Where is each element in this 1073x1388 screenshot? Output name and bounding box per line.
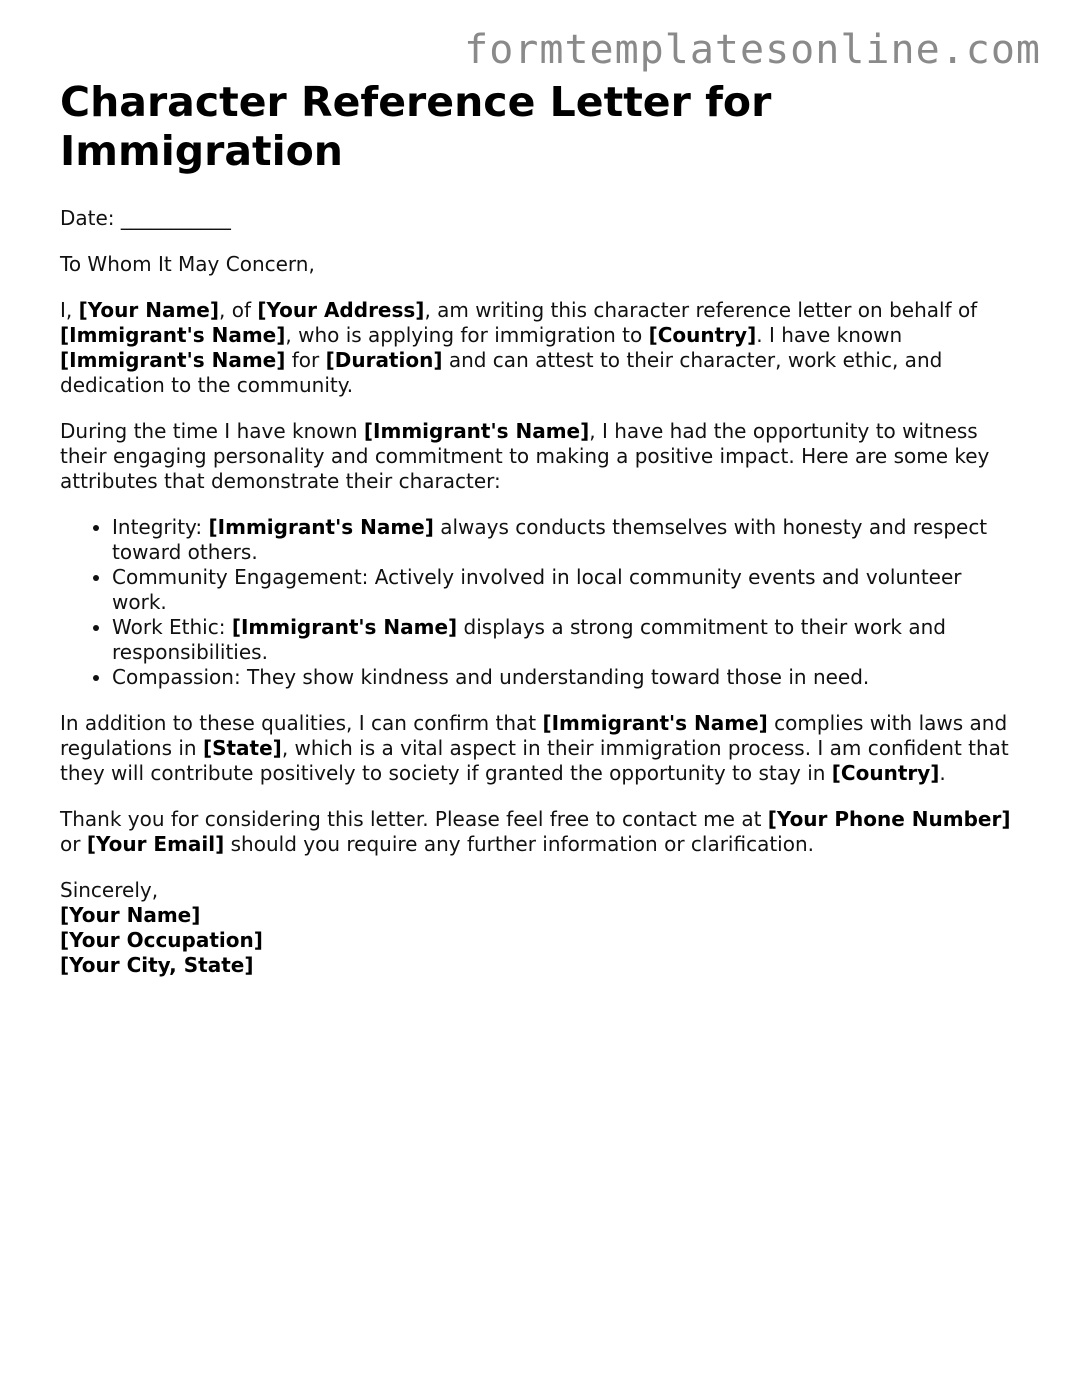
placeholder-your-address: [Your Address] [257,298,425,322]
list-item-compassion [112,665,1020,690]
date-line: Date: ___________ [60,206,231,230]
placeholder-country: [Country] [831,761,940,785]
text: Thank you for considering this letter. Please feel free to contact me at [60,807,768,831]
text: should you require any further information or clarification. [224,832,814,856]
salutation: To Whom It May Concern, [60,252,315,276]
text: , of [219,298,258,322]
text: , which is a vital aspect in their immigration process. I am confident that they will contribute positively to society if granted the opportunity to stay in [60,736,1009,785]
text: Work Ethic: [112,615,232,639]
text: Integrity: [112,515,209,539]
closing-sincerely: Sincerely, [60,878,159,902]
placeholder-immigrant-name: [Immigrant's Name] [231,615,458,639]
text: During the time I have known [60,419,364,443]
placeholder-phone: [Your Phone Number] [767,807,1011,831]
attributes-intro-paragraph [60,419,1020,494]
list-item-work-ethic [112,615,1020,665]
text: In addition to these qualities, I can confirm that [60,711,543,735]
text: always conducts themselves with honesty and respect toward others. [112,515,988,564]
intro-paragraph [60,298,1020,398]
placeholder-email: [Your Email] [86,832,225,856]
attributes-list [60,515,1020,690]
watermark: formtemplatesonline.com [464,27,1041,73]
text: complies with laws and regulations in [60,711,1008,760]
placeholder-country: [Country] [648,323,757,347]
letter-page [60,78,1020,999]
contact-paragraph [60,807,1020,857]
placeholder-immigrant-name: [Immigrant's Name] [363,419,590,443]
text: and can attest to their character, work ethic, and dedication to the community. [60,348,943,397]
placeholder-city-state: [Your City, State] [60,953,254,977]
signature-block [60,878,1020,978]
placeholder-immigrant-name: [Immigrant's Name] [542,711,768,735]
list-item-community [112,565,1020,615]
list-item-integrity [112,515,1020,565]
placeholder-your-name: [Your Name] [78,298,219,322]
placeholder-immigrant-name: [Immigrant's Name] [60,348,286,372]
text: displays a strong commitment to their work and responsibilities. [112,615,946,664]
placeholder-duration: [Duration] [325,348,443,372]
text: . I have known [756,323,903,347]
text: , who is applying for immigration to [285,323,649,347]
text: , I have had the opportunity to witness their engaging personality and commitment to making a positive impact. Here are some key attributes that demonstrate their character: [60,419,990,493]
placeholder-signer-name: [Your Name] [60,903,201,927]
page-title: Character Reference Letter for Immigration [60,78,772,175]
placeholder-occupation: [Your Occupation] [60,928,263,952]
placeholder-state: [State] [202,736,282,760]
text: for [285,348,326,372]
placeholder-immigrant-name: [Immigrant's Name] [60,323,286,347]
placeholder-immigrant-name: [Immigrant's Name] [208,515,434,539]
text: . [939,761,946,785]
text: or [60,832,87,856]
compliance-paragraph [60,711,1020,786]
text: I, [60,298,79,322]
text: Compassion: They show kindness and understanding toward those in need. [112,665,870,689]
text: , am writing this character reference letter on behalf of [424,298,978,322]
text: Community Engagement: Actively involved in local community events and volunteer work. [112,565,962,614]
